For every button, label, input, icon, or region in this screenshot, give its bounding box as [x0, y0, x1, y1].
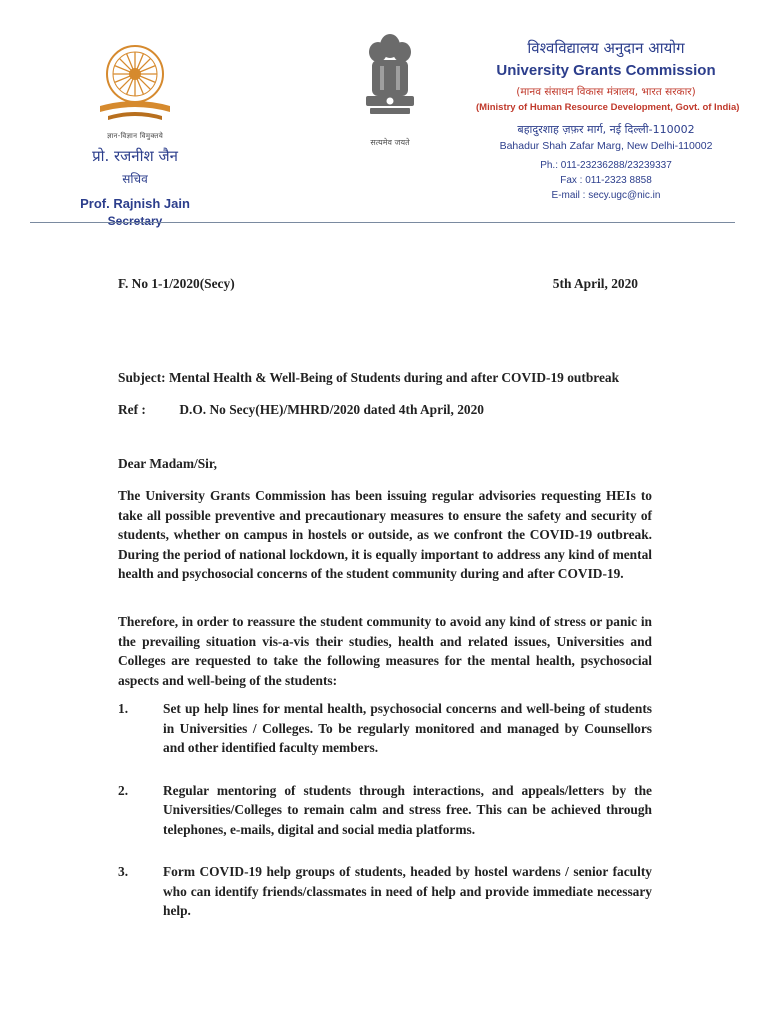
ugc-motto: ज्ञान-विज्ञान विमुक्तये: [106, 132, 164, 140]
file-number: F. No 1-1/2020(Secy): [118, 276, 235, 291]
list-item: [118, 781, 652, 840]
paragraph: The University Grants Commission has been issuing regular advisories requesting HEIs to take all possible preventive and precautionary measures to ensure the safety and security of students, whether on campus in hostels or outside, as we confront the COVID-19 outbreak. During the period of national lockdown, it is equally important to address any kind of mental health and psychosocial concerns of the student community during and after COVID-19.: [118, 488, 652, 581]
list-item-text: Regular mentoring of students through interactions, and appeals/letters by the Universities/Colleges to remain calm and stress free. This can be achieved through telephones, e-mails, digital and social media platforms.: [163, 782, 652, 837]
org-name-hindi: विश्वविद्यालय अनुदान आयोग: [527, 39, 685, 57]
email-link[interactable]: E-mail : secy.ugc@nic.in: [551, 190, 661, 201]
phone: Ph.: 011-23236288/23239337: [540, 160, 672, 171]
secretary-name-hindi: प्रो. रजनीश जैन: [92, 147, 178, 165]
list-item-text: Set up help lines for mental health, psychosocial concerns and well-being of students in Universities / Colleges. To be regularly monitored and managed by Counsellors and other identified faculty members.: [163, 701, 652, 755]
ministry-hindi: (मानव संसाधन विकास मंत्रालय, भारत सरकार): [516, 86, 696, 98]
national-emblem-block: [340, 30, 440, 148]
list-number: 2.: [118, 782, 129, 798]
ministry: (Ministry of Human Resource Development, Govt. of India): [476, 102, 740, 113]
secretary-title: Secretary: [107, 214, 163, 228]
measures-list: [118, 699, 652, 944]
letterhead-divider: [30, 222, 735, 223]
secretary-title-hindi: सचिव: [122, 172, 148, 186]
national-emblem-icon: [358, 30, 422, 130]
reference-line: [118, 402, 678, 418]
reference-label: Ref :: [118, 402, 146, 417]
organisation-block: [476, 38, 740, 203]
list-number: 1.: [118, 701, 129, 716]
org-name: University Grants Commission: [496, 62, 716, 79]
list-item-text: Form COVID-19 help groups of students, headed by hostel wardens / senior faculty who can identify friends/classmates in need of help and provide immediate necessary help.: [163, 864, 652, 918]
salutation: Dear Madam/Sir,: [118, 456, 217, 471]
address-hindi: बहादुरशाह ज़फ़र मार्ग, नई दिल्ली-110002: [517, 123, 695, 136]
reference-text: D.O. No Secy(HE)/MHRD/2020 dated 4th April, 2020: [179, 402, 484, 417]
fax: Fax : 011-2323 8858: [560, 175, 652, 186]
subject-line: Subject: Mental Health & Well-Being of Students during and after COVID-19 outbreak: [118, 370, 620, 385]
secretary-name: Prof. Rajnish Jain: [80, 196, 190, 211]
list-item: [118, 862, 652, 921]
contact-details: [476, 158, 736, 203]
address: Bahadur Shah Zafar Marg, New Delhi-110002: [499, 140, 713, 152]
secretary-block: [60, 36, 210, 228]
list-number: 3.: [118, 864, 129, 879]
emblem-caption: सत्यमेव जयते: [370, 138, 410, 147]
list-item: [118, 699, 652, 758]
paragraph: Therefore, in order to reassure the student community to avoid any kind of stress or panic in the prevailing situation vis-a-vis their studies, health and related issues, Universities and Colleges are requested to take the following measures for the mental health, psychosocial aspects and well-being of the students:: [118, 614, 652, 688]
ugc-logo-icon: [90, 36, 180, 128]
letter-date: 5th April, 2020: [552, 276, 638, 291]
